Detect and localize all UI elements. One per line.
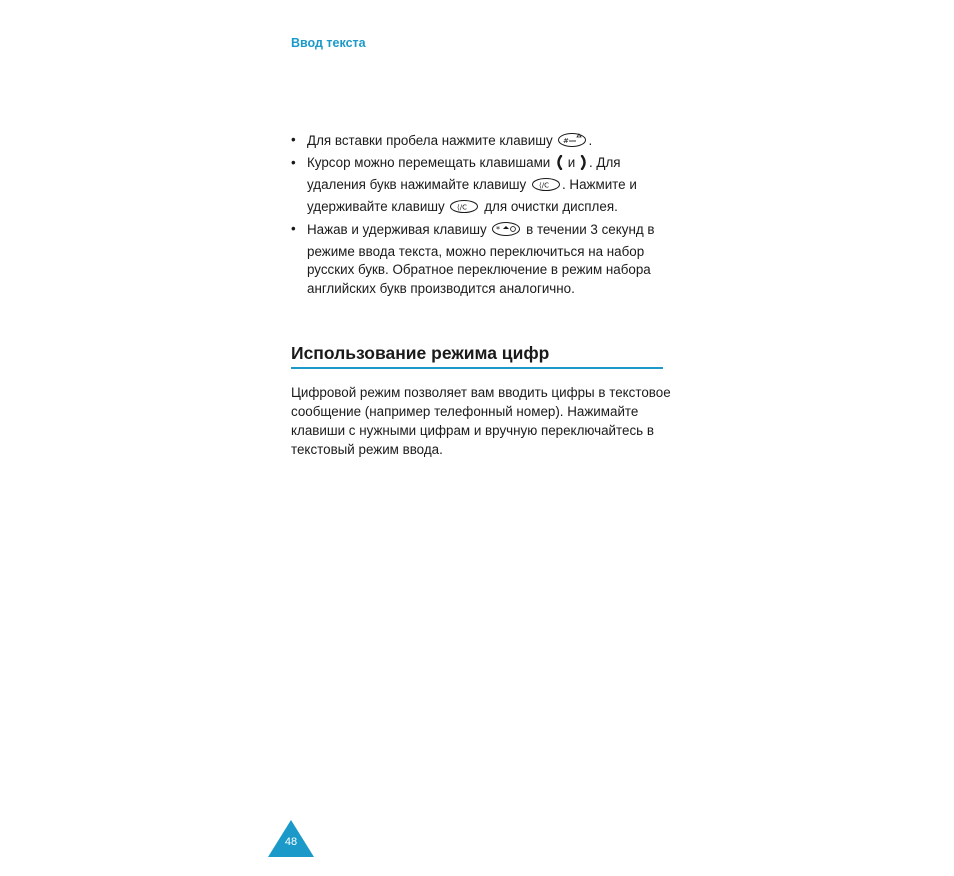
list-item [291, 131, 671, 154]
svg-text:⟨/C: ⟨/C [538, 181, 549, 190]
bullet-text: Курсор можно перемещать клавишами [307, 154, 551, 170]
bullet-text: . Для удаления букв нажимайте клавишу [307, 154, 621, 192]
page-number: 48 [284, 836, 298, 848]
svg-text:*: * [496, 224, 501, 234]
svg-text:⟨/C: ⟨/C [457, 203, 468, 212]
clear-key-icon [531, 177, 561, 198]
bullet-text: . [588, 133, 593, 148]
section-title: Использование режима цифр [291, 342, 663, 369]
svg-text:#: # [563, 137, 570, 145]
hash-space-key-icon [557, 131, 587, 154]
bullet-text: для очистки дисплея. [484, 198, 618, 214]
left-bracket-key-icon [555, 155, 563, 176]
star-shift-key-icon [491, 220, 521, 243]
list-item [291, 220, 671, 300]
bullet-text: Нажав и удерживая клавишу [307, 221, 487, 237]
list-item [291, 154, 671, 220]
bullet-text: . Нажмите и удерживайте клавишу [307, 176, 637, 214]
right-bracket-key-icon [580, 155, 588, 176]
section-body: Цифровой режим позволяет вам вводить цифры в текстовое сообщение (например телефонный номер). Нажимайте клавиши с нужными цифрам и вручную переключайтесь в текстовый режим ввода. [291, 385, 671, 457]
clear-key-icon [449, 199, 479, 220]
bullet-text: Для вставки пробела нажмите клавишу [307, 133, 553, 148]
instruction-list [291, 131, 671, 299]
bullet-text: в течении 3 секунд в режиме ввода текста, можно переключиться на набор русских букв. Обратное переключение в режим набора английских букв производится аналогично. [307, 221, 655, 297]
bullet-text: и [567, 154, 576, 170]
running-header: Ввод текста [291, 36, 366, 50]
